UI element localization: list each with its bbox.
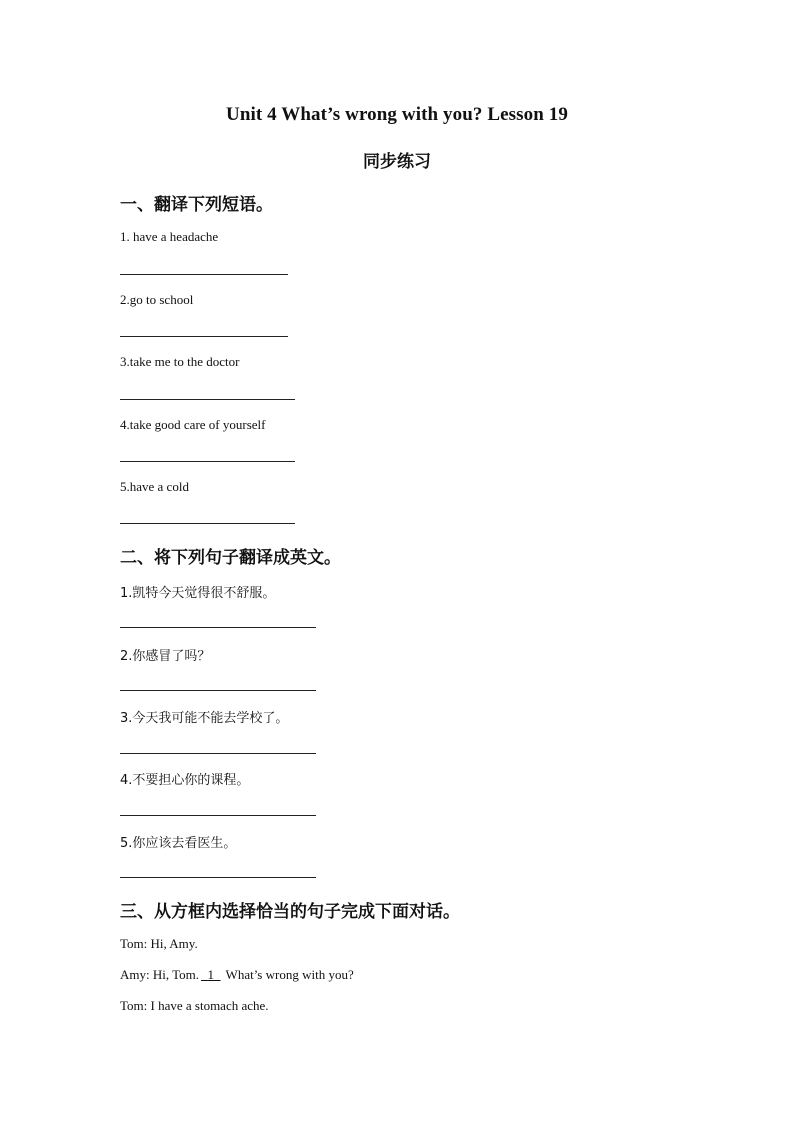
page-title: Unit 4 What’s wrong with you? Lesson 19 [226, 104, 568, 125]
answer-line-1-2 [120, 336, 288, 337]
answer-line-2-3 [120, 753, 316, 754]
dialog-line-1 [120, 936, 198, 952]
blank-number: 1 [207, 967, 215, 982]
phrase-item-5: 5.have a cold [120, 479, 189, 494]
dialog-line-3 [120, 998, 269, 1014]
dialog-line-2 [120, 967, 354, 983]
sentence-item-1: 1.凯特今天觉得很不舒服。 [120, 586, 276, 601]
page-subtitle: 同步练习 [363, 152, 431, 172]
answer-line-1-1 [120, 274, 288, 275]
answer-line-2-4 [120, 815, 316, 816]
dialog-text: Tom: Hi, Amy. [120, 936, 198, 951]
sentence-item-2: 2.你感冒了吗？ [120, 649, 211, 664]
answer-line-2-5 [120, 877, 316, 878]
dialog-text: What’s wrong with you? [222, 967, 354, 982]
phrase-item-3: 3.take me to the doctor [120, 354, 240, 369]
section-2-heading: 二、将下列句子翻译成英文。 [120, 548, 341, 568]
section-1-heading: 一、翻译下列短语。 [120, 195, 273, 215]
sentence-item-3: 3.今天我可能不能去学校了。 [120, 711, 289, 726]
sentence-item-5: 5.你应该去看医生。 [120, 836, 237, 851]
phrase-item-4: 4.take good care of yourself [120, 417, 266, 432]
dialog-text: Amy: Hi, Tom. [120, 967, 200, 982]
answer-line-1-3 [120, 399, 295, 400]
section-3-heading: 三、从方框内选择恰当的句子完成下面对话。 [120, 902, 460, 922]
fill-in-blank-1[interactable] [199, 967, 223, 983]
answer-line-1-4 [120, 461, 295, 462]
answer-line-2-1 [120, 627, 316, 628]
phrase-item-1: 1. have a headache [120, 229, 219, 244]
phrase-item-2: 2.go to school [120, 292, 194, 307]
dialog-text: Tom: I have a stomach ache. [120, 998, 269, 1013]
answer-line-2-2 [120, 690, 316, 691]
answer-line-1-5 [120, 523, 295, 524]
sentence-item-4: 4.不要担心你的课程。 [120, 773, 250, 788]
